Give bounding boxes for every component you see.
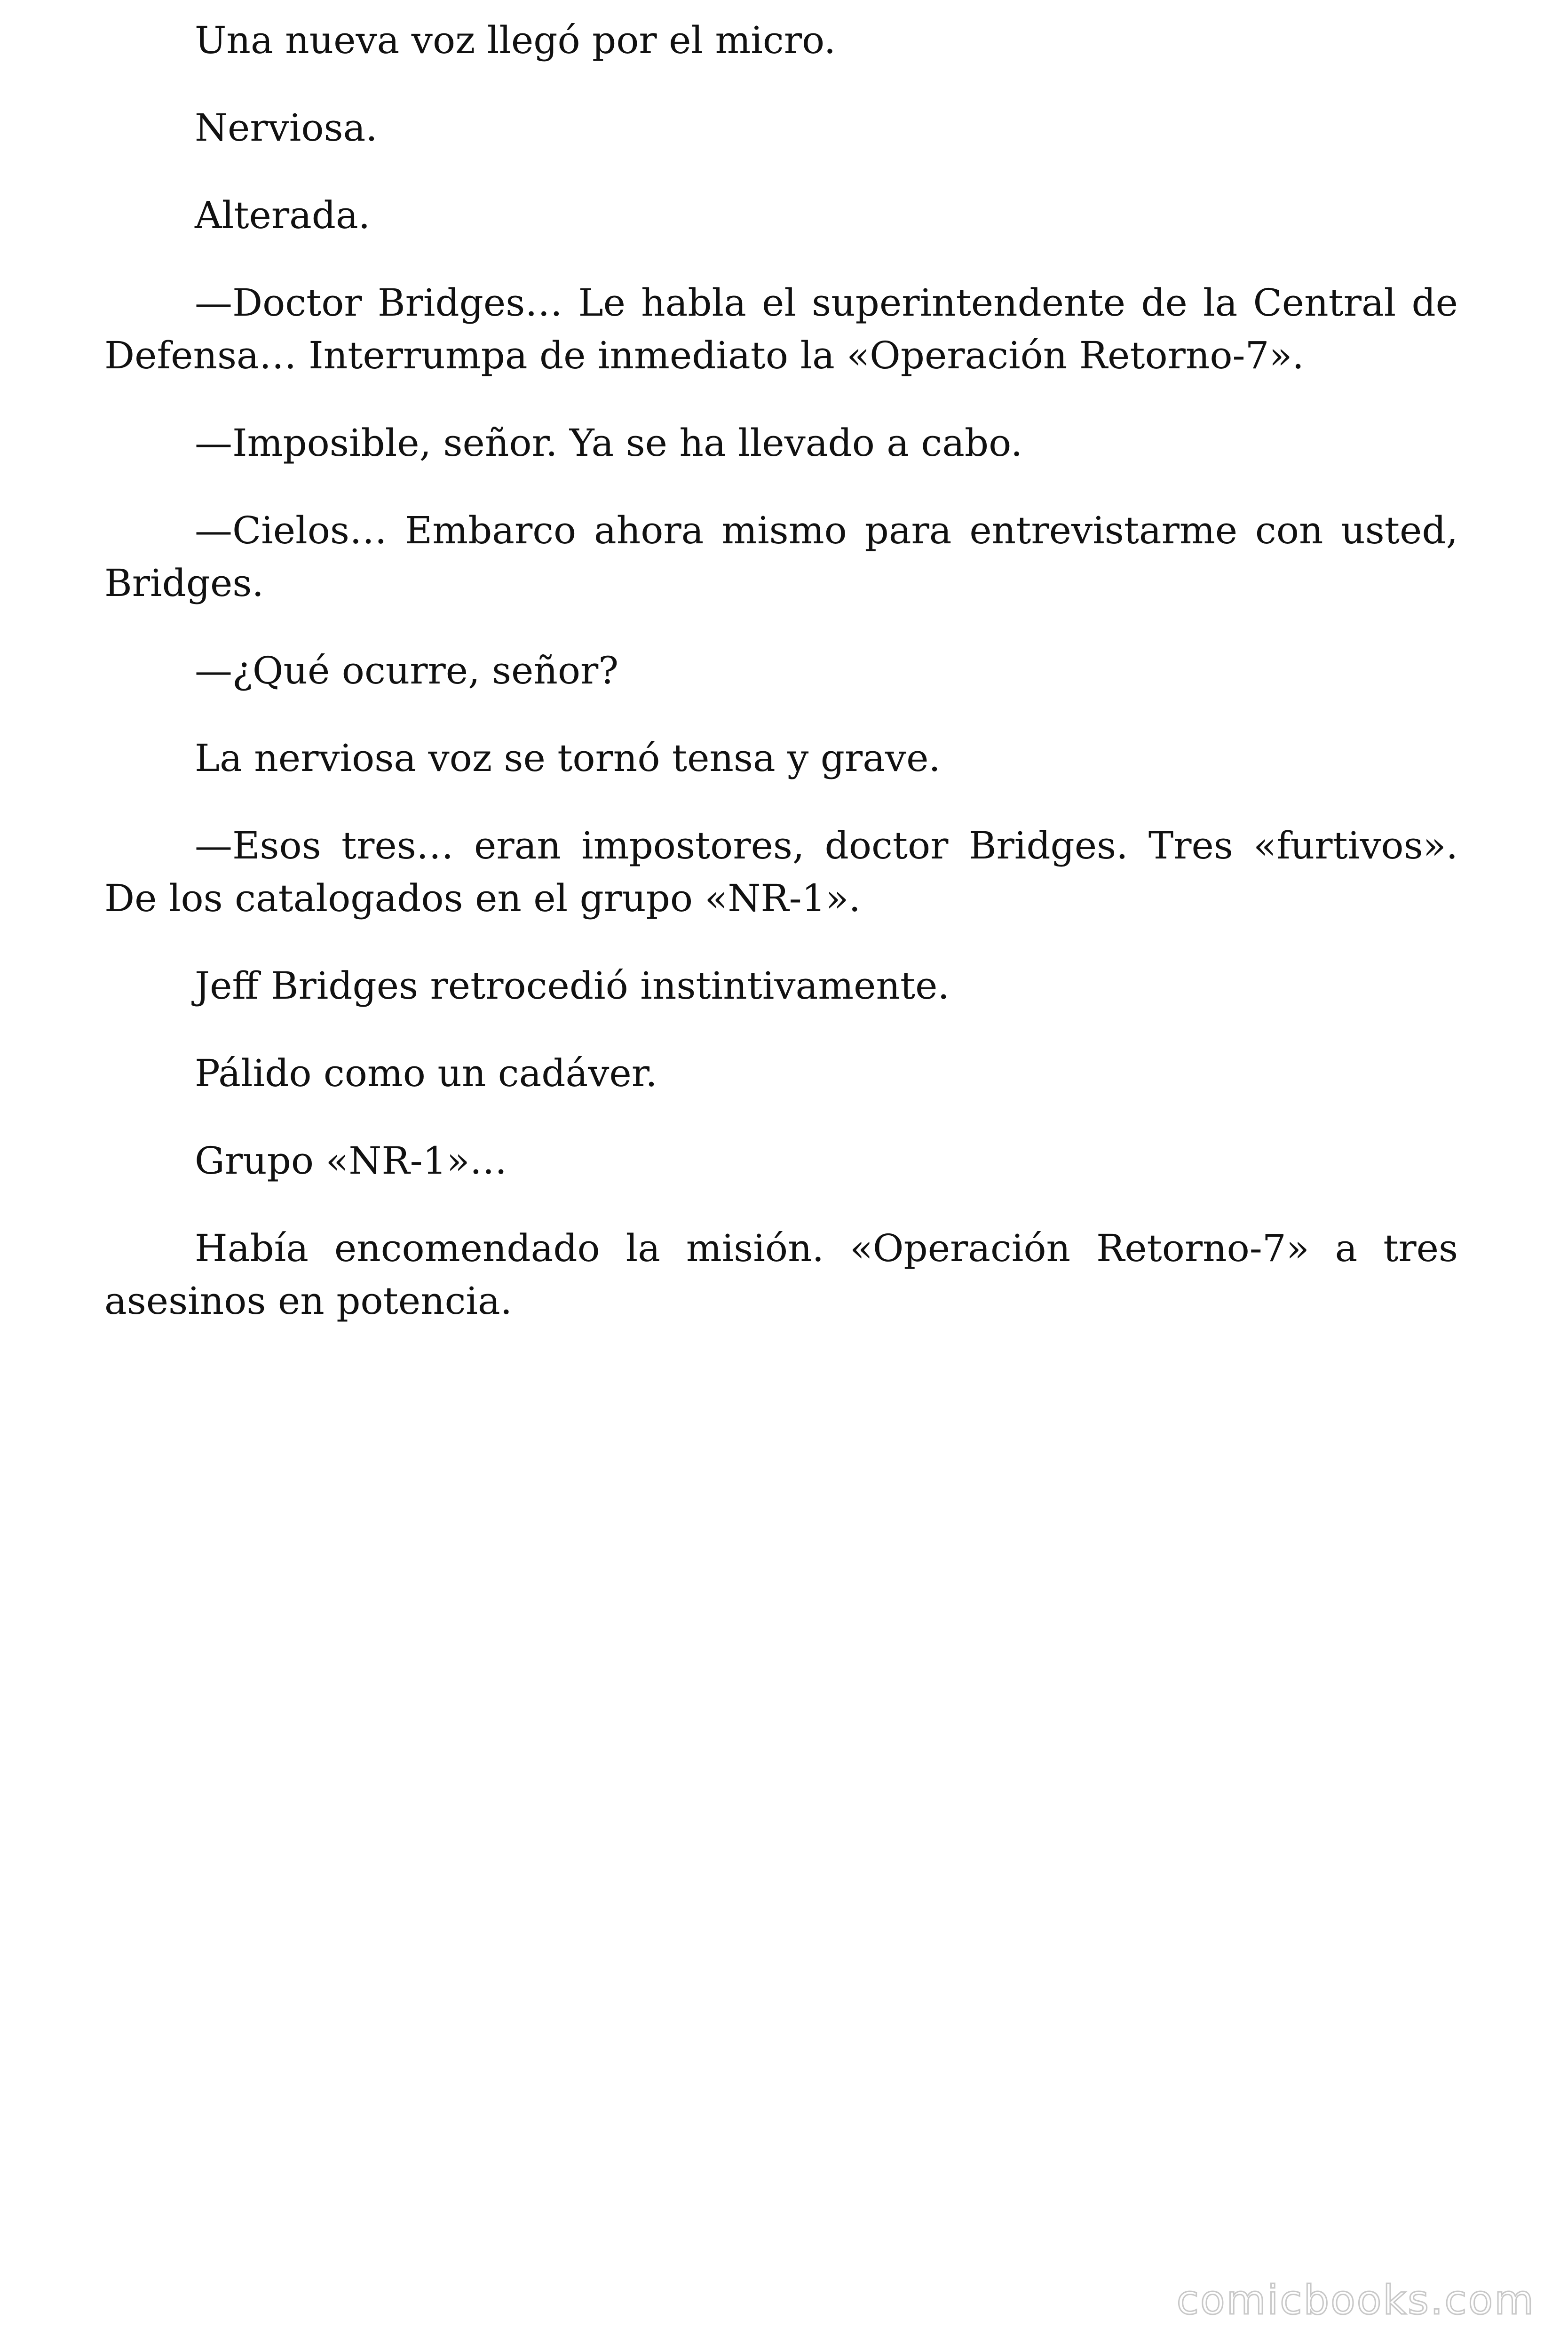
paragraph: Nerviosa. — [195, 106, 378, 150]
paragraph: —Esos tres… eran impostores, doctor Bridges. Tres «furtivos». De los catalogados en el grupo «NR-1». — [104, 824, 1458, 920]
paragraph: Jeff Bridges retrocedió instintivamente. — [195, 964, 950, 1008]
text-column — [104, 14, 1458, 1362]
paragraph: La nerviosa voz se tornó tensa y grave. — [195, 736, 941, 780]
paragraph: —Doctor Bridges… Le habla el superintendente de la Central de Defensa… Interrumpa de inmediato la «Operación Retorno-7». — [104, 281, 1458, 377]
paragraph: Había encomendado la misión. «Operación Retorno-7» a tres asesinos en potencia. — [104, 1226, 1458, 1323]
paragraph: —¿Qué ocurre, señor? — [195, 649, 619, 692]
paragraph: Grupo «NR-1»… — [195, 1139, 507, 1183]
paragraph: Una nueva voz llegó por el micro. — [195, 18, 836, 62]
paragraph: Alterada. — [195, 193, 371, 237]
paragraph: —Imposible, señor. Ya se ha llevado a cabo. — [195, 421, 1023, 465]
paragraph: Pálido como un cadáver. — [195, 1051, 657, 1095]
paragraph: —Cielos… Embarco ahora mismo para entrevistarme con usted, Bridges. — [104, 509, 1458, 605]
watermark: comicbooks.com — [1176, 2277, 1535, 2324]
